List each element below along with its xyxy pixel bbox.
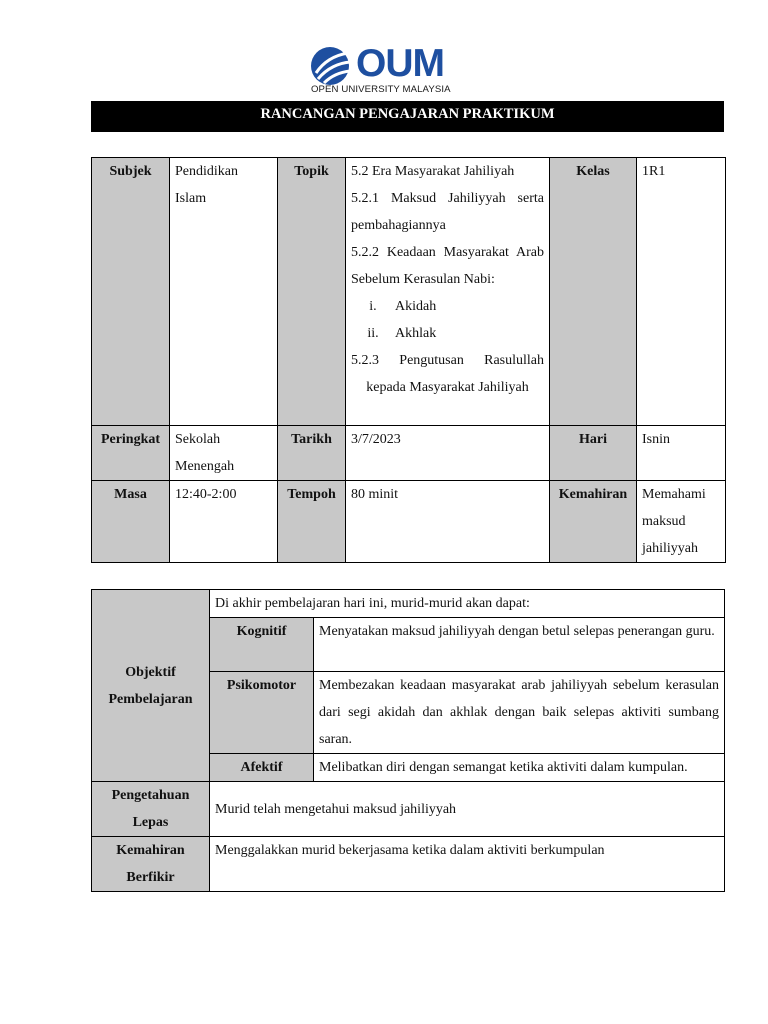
table-row — [92, 782, 725, 837]
kelas-label: Kelas — [550, 158, 637, 426]
topik-line: 5.2.1 Maksud Jahiliyyah serta pembahagiannya — [351, 191, 544, 233]
kemahiran-value: Memahami maksud jahiliyyah — [637, 481, 726, 563]
topik-line: kepada Masyarakat Jahiliyah — [366, 380, 529, 395]
list-number: i. — [369, 299, 377, 314]
table-row — [92, 481, 726, 563]
list-text: Akhlak — [395, 326, 437, 341]
berfikir-value: Menggalakkan murid bekerjasama ketika dalam aktiviti berkumpulan — [210, 837, 725, 892]
masa-value: 12:40-2:00 — [170, 481, 278, 563]
masa-label: Masa — [92, 481, 170, 563]
oum-logo — [310, 42, 460, 100]
list-text: Akidah — [395, 299, 437, 314]
psikomotor-label: Psikomotor — [210, 672, 314, 754]
list-number: ii. — [367, 326, 379, 341]
topik-value — [346, 158, 550, 426]
subjek-value: Pendidikan Islam — [170, 158, 278, 426]
peringkat-label: Peringkat — [92, 426, 170, 481]
hari-label: Hari — [550, 426, 637, 481]
table-row — [92, 590, 725, 618]
logo-brand: OUM — [356, 42, 444, 85]
list-item — [351, 320, 544, 347]
berfikir-label: Kemahiran Berfikir — [92, 837, 210, 892]
topik-line: 5.2.3 Pengutusan Rasulullah — [351, 353, 544, 368]
objektif-table — [91, 589, 725, 892]
peringkat-value: Sekolah Menengah — [170, 426, 278, 481]
topik-line: 5.2 Era Masyarakat Jahiliyah — [351, 164, 515, 179]
hari-value: Isnin — [637, 426, 726, 481]
kognitif-value: Menyatakan maksud jahiliyyah dengan betul selepas penerangan guru. — [314, 618, 725, 672]
kelas-value: 1R1 — [637, 158, 726, 426]
objektif-intro: Di akhir pembelajaran hari ini, murid-murid akan dapat: — [210, 590, 725, 618]
pengetahuan-label: Pengetahuan Lepas — [92, 782, 210, 837]
subjek-label: Subjek — [92, 158, 170, 426]
kemahiran-label: Kemahiran — [550, 481, 637, 563]
kognitif-label: Kognitif — [210, 618, 314, 672]
tarikh-value: 3/7/2023 — [346, 426, 550, 481]
logo-subtitle: OPEN UNIVERSITY MALAYSIA — [311, 84, 451, 95]
table-row — [92, 158, 726, 426]
tempoh-value: 80 minit — [346, 481, 550, 563]
info-table — [91, 157, 726, 563]
tempoh-label: Tempoh — [278, 481, 346, 563]
globe-icon — [310, 46, 352, 86]
table-row — [92, 426, 726, 481]
page-title: RANCANGAN PENGAJARAN PRAKTIKUM — [91, 101, 724, 132]
objektif-label: Objektif Pembelajaran — [92, 590, 210, 782]
afektif-value: Melibatkan diri dengan semangat ketika aktiviti dalam kumpulan. — [314, 754, 725, 782]
table-row — [92, 837, 725, 892]
list-item — [351, 293, 544, 320]
pengetahuan-value: Murid telah mengetahui maksud jahiliyyah — [210, 782, 725, 837]
tarikh-label: Tarikh — [278, 426, 346, 481]
topik-line: 5.2.2 Keadaan Masyarakat Arab Sebelum Kerasulan Nabi: — [351, 245, 544, 287]
psikomotor-value: Membezakan keadaan masyarakat arab jahiliyyah sebelum kerasulan dari segi akidah dan akhlak dengan baik selepas aktiviti sumbang saran. — [314, 672, 725, 754]
topik-label: Topik — [278, 158, 346, 426]
afektif-label: Afektif — [210, 754, 314, 782]
